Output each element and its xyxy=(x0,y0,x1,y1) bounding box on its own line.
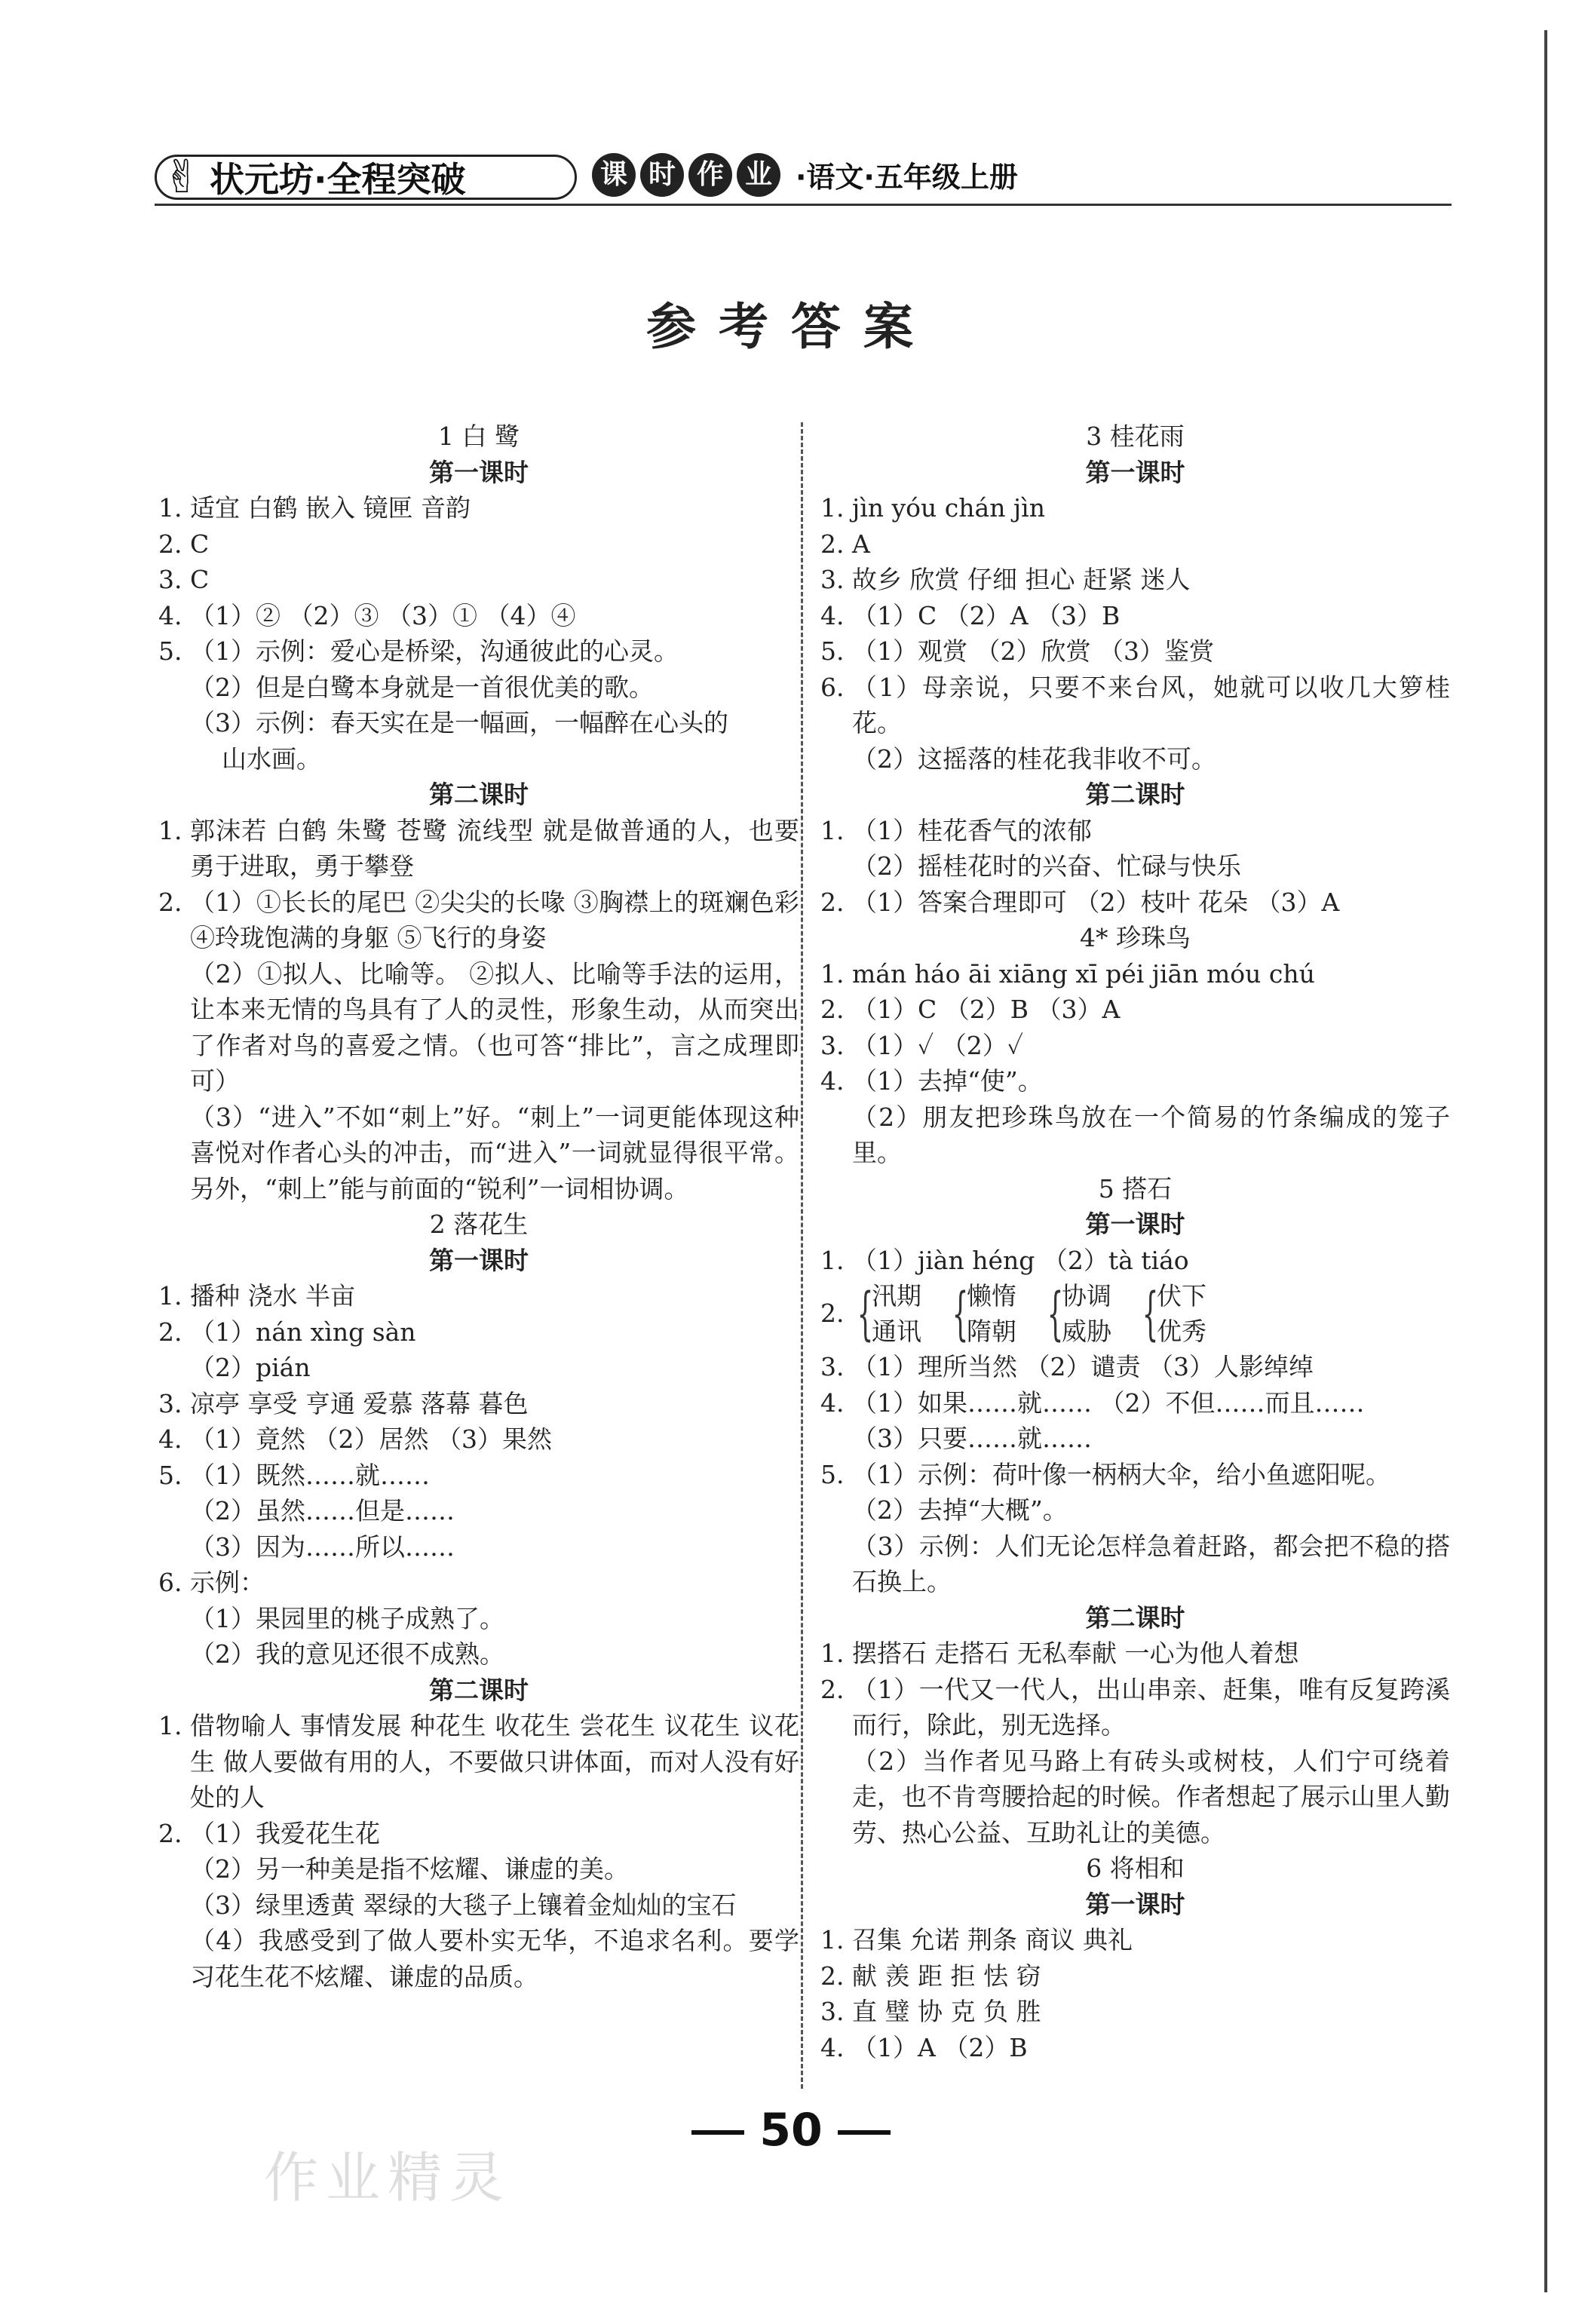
brace-icon: { xyxy=(1047,1280,1064,1347)
session-title: 第二课时 xyxy=(1085,1602,1185,1633)
answer-item xyxy=(158,598,799,634)
watermark: 作业精灵 xyxy=(264,2146,512,2209)
series-char-badge: 课 xyxy=(592,153,636,197)
answer-item xyxy=(158,1421,799,1458)
dash-right xyxy=(838,2130,891,2135)
item-number: 3. xyxy=(820,1030,845,1060)
item-number: 1. xyxy=(820,815,845,845)
answer-item xyxy=(158,1386,799,1422)
item-number: 5. xyxy=(820,636,845,666)
answer-item xyxy=(158,1565,799,1601)
answer-item xyxy=(820,1278,1450,1349)
item-text: 播种 浇水 半亩 xyxy=(190,1281,355,1311)
word: 伏下 xyxy=(1157,1281,1206,1311)
column-divider xyxy=(801,422,803,2089)
answer-subitem: （4）我感受到了做人要朴实无华，不追求名利。要学习花生花不炫耀、谦虚的品质。 xyxy=(190,1926,799,1991)
item-number: 4. xyxy=(820,2032,845,2062)
answer-item xyxy=(158,1314,799,1351)
answer-item xyxy=(820,956,1450,992)
answer-item xyxy=(158,490,799,526)
answer-subitem: （3）示例：人们无论怎样急着赶路，都会把不稳的搭石换上。 xyxy=(852,1531,1450,1596)
item-text: （1）C （2）B （3）A xyxy=(852,995,1121,1024)
item-text: （1）C （2）A （3）B xyxy=(852,600,1121,630)
session-title: 第二课时 xyxy=(1085,780,1185,809)
answer-item xyxy=(158,633,799,670)
session-title: 第一课时 xyxy=(1085,1889,1185,1919)
item-number: 3. xyxy=(820,565,845,594)
answer-subitem: （2）①拟人、比喻等。 ②拟人、比喻等手法的运用，让本来无情的鸟具有了人的灵性，形象生动，从而突出了作者对鸟的喜爱之情。（也可答“排比”，言之成理即可） xyxy=(190,958,799,1096)
item-number: 1. xyxy=(820,1925,845,1955)
answer-continuation: 山水画。 xyxy=(222,743,321,774)
item-number: 2. xyxy=(158,887,182,917)
answer-subitem: （2）虽然……但是…… xyxy=(190,1496,455,1525)
answer-item xyxy=(820,1243,1450,1279)
item-number: 1. xyxy=(158,815,182,845)
word-pair-group xyxy=(1137,1278,1206,1349)
answer-item xyxy=(158,813,799,885)
item-text: （1）观赏 （2）欣赏 （3）鉴赏 xyxy=(852,636,1214,666)
answer-item xyxy=(820,1958,1450,1994)
lesson-title: 3 桂花雨 xyxy=(1086,422,1185,451)
word-pair-group xyxy=(1042,1278,1111,1349)
answer-item xyxy=(820,1922,1450,1958)
brace-icon: { xyxy=(857,1280,874,1347)
item-text: 适宜 白鹤 嵌入 镜匣 音韵 xyxy=(190,493,471,523)
word-pair-group xyxy=(852,1278,921,1349)
item-text: （1）我爱花生花 xyxy=(190,1818,380,1848)
item-text: （1）一代又一代人，出山串亲、赶集，唯有反复跨溪而行，除此，别无选择。 xyxy=(852,1674,1450,1740)
item-number: 2. xyxy=(820,1674,845,1704)
session-title: 第二课时 xyxy=(429,780,529,809)
answer-subitem: （2）这摇落的桂花我非收不可。 xyxy=(852,743,1216,774)
item-number: 2. xyxy=(820,995,845,1024)
brace-icon: { xyxy=(952,1280,969,1347)
lesson-title: 2 落花生 xyxy=(429,1210,529,1239)
item-number: 3. xyxy=(158,1388,182,1418)
answer-subitem: （2）朋友把珍珠鸟放在一个简易的竹条编成的笼子里。 xyxy=(852,1102,1450,1167)
answer-subitem: （2）去掉“大概”。 xyxy=(852,1495,1068,1525)
item-text: （1）①长长的尾巴 ②尖尖的长喙 ③胸襟上的斑斓色彩 ④玲珑饱满的身躯 ⑤飞行的身姿 xyxy=(190,887,799,952)
item-text: C xyxy=(190,529,210,559)
page-number-value: 50 xyxy=(759,2104,823,2157)
item-text: （1）② （2）③ （3）① （4）④ xyxy=(190,600,576,630)
page-number xyxy=(0,2104,1582,2157)
item-text: A xyxy=(852,529,870,559)
page-title: 参考答案 xyxy=(646,298,936,356)
item-number: 6. xyxy=(158,1568,182,1597)
item-number: 2. xyxy=(820,1961,845,1991)
answer-item xyxy=(158,1278,799,1314)
answer-item xyxy=(820,1457,1450,1493)
brand-banner xyxy=(155,151,577,204)
item-number: 4. xyxy=(158,1424,182,1454)
item-text: （1）示例：荷叶像一柄柄大伞，给小鱼遮阳呢。 xyxy=(852,1459,1390,1489)
item-text: C xyxy=(190,565,210,594)
victory-hand-icon: ✌ xyxy=(163,151,201,204)
item-text: （1）母亲说，只要不来台风，她就可以收几大箩桂花。 xyxy=(852,672,1450,737)
answer-item xyxy=(158,885,799,956)
header-rule xyxy=(155,204,1452,206)
lesson-title: 4* 珍珠鸟 xyxy=(1080,923,1191,952)
answer-subitem: （1）果园里的桃子成熟了。 xyxy=(190,1603,504,1633)
item-number: 4. xyxy=(158,600,182,630)
session-title: 第一课时 xyxy=(429,457,529,487)
item-number: 2. xyxy=(820,1298,845,1329)
item-number: 1. xyxy=(158,1711,182,1740)
session-title: 第一课时 xyxy=(1085,1210,1185,1239)
answer-item xyxy=(158,562,799,598)
brace-icon: { xyxy=(1142,1280,1159,1347)
dash-left xyxy=(691,2130,744,2135)
word: 威胁 xyxy=(1062,1317,1111,1346)
brand-name: 状元坊·全程突破 xyxy=(210,159,466,200)
answer-item xyxy=(820,490,1450,526)
answer-item xyxy=(820,1672,1450,1743)
item-number: 4. xyxy=(820,600,845,630)
item-text: 凉亭 享受 亨通 爱慕 落幕 暮色 xyxy=(190,1388,529,1418)
word: 通讯 xyxy=(872,1317,921,1346)
lesson-title: 5 搭石 xyxy=(1098,1173,1173,1203)
item-number: 2. xyxy=(820,887,845,917)
answer-item xyxy=(820,1063,1450,1099)
answer-item xyxy=(820,598,1450,634)
answer-subitem: （2）pián xyxy=(190,1353,311,1382)
item-number: 2. xyxy=(820,529,845,559)
word: 优秀 xyxy=(1157,1317,1206,1346)
item-number: 1. xyxy=(158,1281,182,1311)
answer-item xyxy=(820,526,1450,563)
item-text: 直 璧 协 克 负 胜 xyxy=(852,1997,1041,2026)
right-column xyxy=(820,419,1450,2065)
answer-item xyxy=(820,813,1450,849)
answer-subitem: （3）绿里透黄 翠绿的大毯子上镶着金灿灿的宝石 xyxy=(190,1890,737,1920)
answer-subitem: （3）示例：春天实在是一幅画，一幅醉在心头的 xyxy=(190,708,728,737)
item-text: jìn yóu chán jìn xyxy=(852,493,1045,523)
item-number: 1. xyxy=(820,1639,845,1668)
session-title: 第二课时 xyxy=(429,1675,529,1705)
answer-subitem: （2）我的意见还很不成熟。 xyxy=(190,1639,504,1669)
item-text: 摆搭石 走搭石 无私奉献 一心为他人着想 xyxy=(852,1639,1299,1668)
answer-item xyxy=(820,1994,1450,2030)
item-text: （1）A （2）B xyxy=(852,2032,1028,2062)
item-text: （1）示例：爱心是桥梁，沟通彼此的心灵。 xyxy=(190,636,679,666)
session-title: 第一课时 xyxy=(1085,457,1185,487)
answer-subitem: （3）只要……就…… xyxy=(852,1424,1092,1453)
series-char-badge: 作 xyxy=(688,153,732,197)
answer-item xyxy=(158,1458,799,1494)
answer-item xyxy=(820,1385,1450,1421)
item-text: （1）✓ （2）✓ xyxy=(852,1030,1024,1060)
answer-subitem: （2）另一种美是指不炫耀、谦虚的美。 xyxy=(190,1854,629,1884)
item-number: 1. xyxy=(820,958,845,989)
series-char-badge: 时 xyxy=(640,153,684,197)
answer-item xyxy=(820,885,1450,921)
item-number: 3. xyxy=(820,1997,845,2026)
item-number: 2. xyxy=(158,1818,182,1848)
item-text: （1）桂花香气的浓郁 xyxy=(852,815,1092,845)
answer-item xyxy=(820,992,1450,1028)
answer-subitem: （2）当作者见马路上有砖头或树枝，人们宁可绕着走，也不肯弯腰拾起的时候。作者想起了展示山里人勤劳、热心公益、互助礼让的美德。 xyxy=(852,1746,1450,1847)
word-pair-group xyxy=(947,1278,1016,1349)
item-number: 1. xyxy=(820,493,845,523)
answer-item xyxy=(158,526,799,563)
item-text: （1）如果……就…… （2）不但……而且…… xyxy=(852,1387,1365,1418)
item-text: （1）竟然 （2）居然 （3）果然 xyxy=(190,1424,552,1454)
book-header xyxy=(155,147,1452,207)
item-text: 献 羡 距 拒 怯 窃 xyxy=(852,1961,1041,1991)
item-text: 借物喻人 事情发展 种花生 收花生 尝花生 议花生 议花生 做人要做有用的人，不要做只讲体面，而对人没有好处的人 xyxy=(190,1711,799,1812)
session-title: 第一课时 xyxy=(429,1245,529,1275)
left-column xyxy=(158,419,799,1994)
answer-item xyxy=(820,670,1450,741)
word: 协调 xyxy=(1062,1281,1111,1311)
answer-subitem: （2）摇桂花时的兴奋、忙碌与快乐 xyxy=(852,851,1241,881)
item-number: 2. xyxy=(158,529,182,559)
answer-item xyxy=(158,1708,799,1816)
item-number: 5. xyxy=(820,1459,845,1489)
item-text: 故乡 欣赏 仔细 担心 赶紧 迷人 xyxy=(852,565,1191,594)
subject-grade: ·语文·五年级上册 xyxy=(796,161,1018,194)
answer-item xyxy=(820,1349,1450,1385)
item-text: （1）去掉“使”。 xyxy=(852,1066,1043,1096)
series-char-badge: 业 xyxy=(737,153,780,197)
word: 隋朝 xyxy=(967,1317,1016,1346)
item-number: 5. xyxy=(158,1460,182,1490)
lesson-title: 6 将相和 xyxy=(1086,1853,1185,1883)
item-text: （1）nán xìng sàn xyxy=(190,1317,416,1347)
item-number: 4. xyxy=(820,1387,845,1418)
item-number: 1. xyxy=(820,1245,845,1275)
item-text: （1）既然……就…… xyxy=(190,1460,430,1490)
item-text: 召集 允诺 荆条 商议 典礼 xyxy=(852,1925,1133,1955)
item-text: mán háo āi xiāng xī péi jiān móu chú xyxy=(852,958,1315,989)
word: 懒惰 xyxy=(967,1281,1016,1311)
answer-item xyxy=(158,1816,799,1852)
answer-item xyxy=(820,1636,1450,1672)
answer-subitem: （3）因为……所以…… xyxy=(190,1531,455,1562)
item-text: （1）jiàn héng （2）tà tiáo xyxy=(852,1245,1189,1275)
item-text: （1）理所当然 （2）谴责 （3）人影绰绰 xyxy=(852,1352,1314,1381)
item-text: （1）答案合理即可 （2）枝叶 花朵 （3）A xyxy=(852,887,1340,917)
lesson-title: 1 白 鹭 xyxy=(438,422,520,451)
series-badges xyxy=(592,153,780,197)
answer-item xyxy=(820,1028,1450,1064)
answer-item xyxy=(820,562,1450,598)
item-number: 6. xyxy=(820,672,845,702)
answer-item xyxy=(820,2030,1450,2066)
item-number: 3. xyxy=(158,565,182,594)
answer-subitem: （2）但是白鹭本身就是一首很优美的歌。 xyxy=(190,672,654,702)
answer-subitem: （3）“进入”不如“刺上”好。“刺上”一词更能体现这种喜悦对作者心头的冲击，而“进入”一词就显得很平常。另外，“刺上”能与前面的“锐利”一词相协调。 xyxy=(190,1102,799,1203)
item-text: 示例： xyxy=(190,1568,265,1597)
word: 汛期 xyxy=(872,1281,921,1311)
item-number: 2. xyxy=(158,1317,182,1347)
item-number: 3. xyxy=(820,1352,845,1381)
item-number: 1. xyxy=(158,493,182,523)
item-number: 4. xyxy=(820,1066,845,1096)
item-number: 5. xyxy=(158,636,182,666)
answer-item xyxy=(820,633,1450,670)
item-text: 郭沫若 白鹤 朱鹭 苍鹭 流线型 就是做普通的人，也要勇于进取，勇于攀登 xyxy=(190,815,799,881)
page-edge-line xyxy=(1544,30,1547,2292)
